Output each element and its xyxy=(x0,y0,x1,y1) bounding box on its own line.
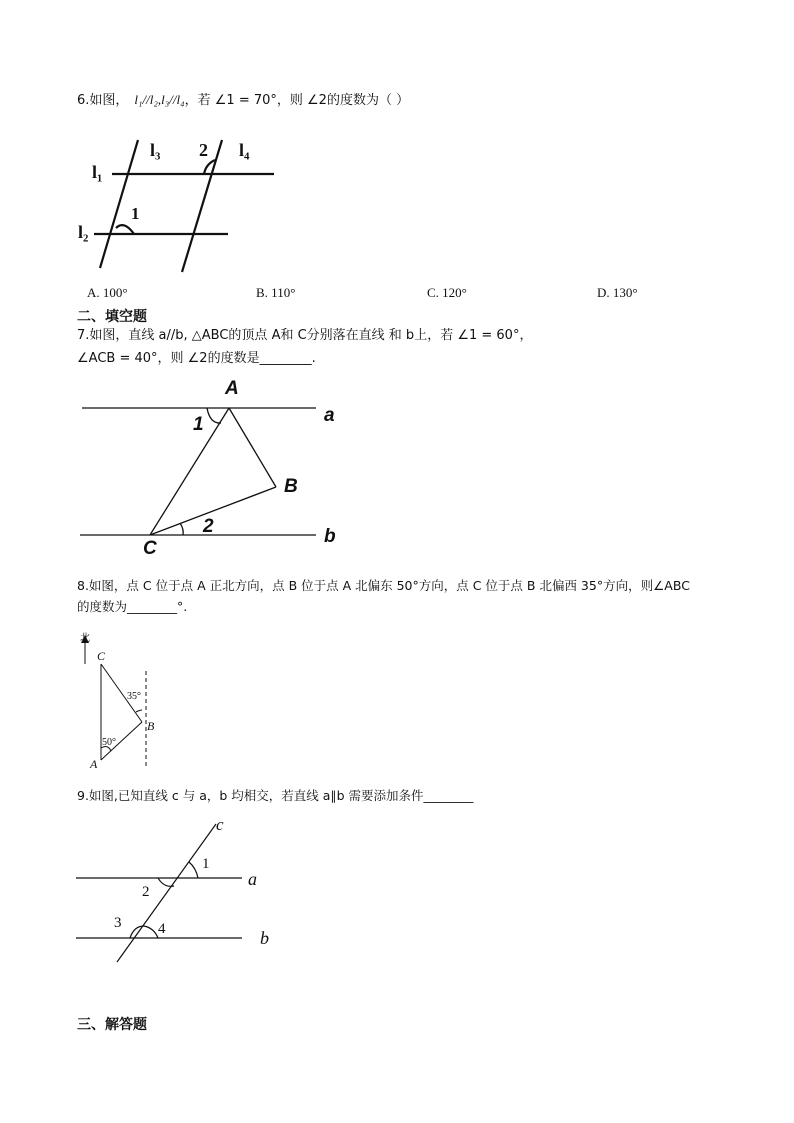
q6-condition: l₁//l₂,l₃//l₄ xyxy=(134,92,185,107)
q9-stem: 9.如图,已知直线 c 与 a，b 均相交，若直线 a∥b 需要添加条件________ xyxy=(77,788,474,803)
q8-stem-line1: 8.如图，点 C 位于点 A 正北方向，点 B 位于点 A 北偏东 50°方向，点 C 位于点 B 北偏西 35°方向，则∠ABC xyxy=(77,578,690,593)
q8-angle-35: 35° xyxy=(127,691,141,702)
q9-angle-2: 2 xyxy=(142,884,150,900)
q7-label-c-vertex: C xyxy=(143,538,157,559)
q8-stem-line2: 的度数为________°. xyxy=(77,599,188,614)
section-fill-in-heading: 二、填空题 xyxy=(77,309,147,325)
q7-stem-line2: ∠ACB = 40°，则 ∠2的度数是________. xyxy=(77,351,316,366)
q9-label-line-b: b xyxy=(260,928,269,948)
q6-label-l1: l₁ xyxy=(92,162,103,182)
q7-label-line-a: a xyxy=(324,405,335,426)
q9-angle-4: 4 xyxy=(158,921,166,937)
q8-label-c: C xyxy=(97,649,106,663)
q6-label-l2: l₂ xyxy=(78,222,89,242)
q6-angle-2: 2 xyxy=(199,140,208,160)
q6-label-l4: l₄ xyxy=(239,140,250,160)
q8-figure xyxy=(76,626,176,776)
q9-figure xyxy=(76,812,286,972)
q7-label-angle-1: 1 xyxy=(193,414,204,435)
q6-option-b: B. 110° xyxy=(256,285,296,300)
q7-label-b-vertex: B xyxy=(284,476,298,497)
q7-label-angle-2: 2 xyxy=(203,516,214,537)
q8-label-a: A xyxy=(90,757,98,771)
q6-stem xyxy=(77,90,409,111)
q8-north-label: 北 xyxy=(80,633,90,644)
q7-label-line-b: b xyxy=(324,526,336,547)
q7-stem-line1: 7.如图，直线 a//b, △ABC的顶点 A和 C分别落在直线 和 b上，若 ∠1 = 60°， xyxy=(77,328,533,343)
q6-option-d: D. 130° xyxy=(597,285,638,300)
q6-option-a: A. 100° xyxy=(87,285,128,300)
q8-angle-50: 50° xyxy=(102,737,116,748)
q8-label-b: B xyxy=(147,719,155,733)
q6-option-c: C. 120° xyxy=(427,285,467,300)
q9-label-line-a: a xyxy=(248,869,257,889)
q9-angle-1: 1 xyxy=(202,856,210,872)
q7-label-a-vertex: A xyxy=(225,378,239,399)
q6-angle-1: 1 xyxy=(131,204,140,223)
q9-label-line-c: c xyxy=(216,815,224,834)
q9-angle-3: 3 xyxy=(114,915,122,931)
q6-number: 6.如图， xyxy=(77,93,129,108)
q6-question: ，若 ∠1 = 70°，则 ∠2的度数为（ ） xyxy=(184,93,410,108)
q6-figure xyxy=(76,136,286,276)
section-solve-heading: 三、解答题 xyxy=(77,1017,147,1033)
q6-label-l3: l₃ xyxy=(150,140,161,160)
q7-figure xyxy=(76,376,356,566)
